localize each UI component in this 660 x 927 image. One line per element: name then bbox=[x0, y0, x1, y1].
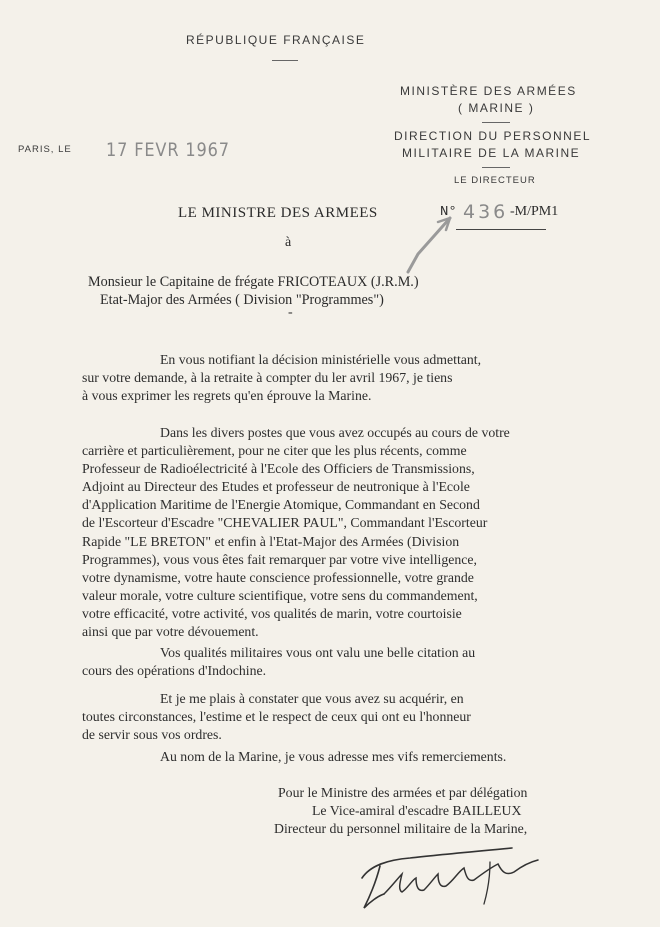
paragraph-line: ainsi que par votre dévouement. bbox=[82, 624, 259, 640]
paragraph-line: votre efficacité, votre activité, vos qualités de marin, votre courtoisie bbox=[82, 605, 462, 621]
reference-suffix: -M/PM1 bbox=[510, 204, 559, 219]
recipient-line2: Etat-Major des Armées ( Division "Programmes") bbox=[100, 292, 384, 308]
arrow-mark-icon bbox=[396, 214, 456, 276]
paragraph-career bbox=[82, 424, 658, 641]
closing-line1: Pour le Ministre des armées et par délégation bbox=[278, 785, 528, 800]
reference-prefix: N° bbox=[440, 204, 457, 220]
ministry-line1: MINISTÈRE DES ARMÉES bbox=[400, 84, 577, 98]
ministry-line2: ( MARINE ) bbox=[458, 101, 535, 115]
paragraph-line: Vos qualités militaires vous ont valu une belle citation au bbox=[160, 645, 476, 660]
paragraph-thanks bbox=[82, 748, 654, 766]
paragraph-line: Programmes), vous vous êtes fait remarquer par votre vive intelligence, bbox=[82, 551, 477, 567]
closing-line2: Le Vice-amiral d'escadre BAILLEUX bbox=[312, 803, 522, 818]
paragraph-citation bbox=[82, 644, 654, 680]
direction-line1: DIRECTION DU PERSONNEL bbox=[394, 129, 592, 143]
recipient-separator: - bbox=[288, 305, 293, 320]
sender-title: LE MINISTRE DES ARMEES bbox=[178, 205, 378, 221]
closing-line3: Directeur du personnel militaire de la Marine, bbox=[274, 821, 528, 836]
paragraph-line: votre dynamisme, votre haute conscience professionnelle, votre grande bbox=[82, 569, 474, 585]
signature-icon bbox=[340, 838, 550, 914]
paragraph-retirement-notice bbox=[82, 351, 654, 405]
reference-number: 436 bbox=[463, 201, 509, 223]
paragraph-line: Adjoint au Directeur des Etudes et professeur de neutronique à l'Ecole bbox=[82, 479, 470, 495]
paragraph-line: En vous notifiant la décision ministérielle vous admettant, bbox=[160, 352, 482, 367]
paragraph-line: Au nom de la Marine, je vous adresse mes vifs remerciements. bbox=[160, 749, 507, 764]
to-word: à bbox=[285, 235, 292, 250]
paragraph-line: Rapide "LE BRETON" et enfin à l'Etat-Major des Armées (Division bbox=[82, 533, 460, 549]
republic-heading: RÉPUBLIQUE FRANÇAISE bbox=[186, 33, 366, 47]
paragraph-line: Professeur de Radioélectricité à l'Ecole des Officiers de Transmissions, bbox=[82, 461, 475, 477]
le-directeur-label: LE DIRECTEUR bbox=[454, 175, 536, 186]
date-stamp: 17 FEVR 1967 bbox=[106, 139, 230, 161]
paragraph-line: toutes circonstances, l'estime et le respect de ceux qui ont eu l'honneur bbox=[82, 709, 471, 725]
place-label: PARIS, LE bbox=[18, 144, 72, 155]
ministry-divider bbox=[482, 122, 510, 123]
reference-underline bbox=[456, 229, 546, 230]
paragraph-line: carrière et particulièrement, pour ne citer que les plus récents, comme bbox=[82, 443, 467, 459]
header-divider bbox=[272, 60, 298, 61]
paragraph-line: cours des opérations d'Indochine. bbox=[82, 663, 267, 679]
paragraph-line: valeur morale, votre culture scientifique, votre sens du commandement, bbox=[82, 587, 478, 603]
recipient-line1: Monsieur le Capitaine de frégate FRICOTEAUX (J.R.M.) bbox=[88, 274, 419, 290]
direction-line2: MILITAIRE DE LA MARINE bbox=[402, 146, 581, 160]
paragraph-line: sur votre demande, à la retraite à compter du ler avril 1967, je tiens bbox=[82, 370, 453, 386]
paragraph-line: à vous exprimer les regrets qu'en éprouve la Marine. bbox=[82, 388, 372, 404]
paragraph-line: Et je me plais à constater que vous avez su acquérir, en bbox=[160, 691, 464, 706]
direction-divider bbox=[482, 167, 510, 168]
paragraph-line: de servir sous vos ordres. bbox=[82, 727, 222, 743]
paragraph-line: d'Application Maritime de l'Energie Atomique, Commandant en Second bbox=[82, 497, 480, 513]
paragraph-esteem bbox=[82, 690, 654, 744]
paragraph-line: Dans les divers postes que vous avez occupés au cours de votre bbox=[160, 425, 510, 440]
paragraph-line: de l'Escorteur d'Escadre "CHEVALIER PAUL", Commandant l'Escorteur bbox=[82, 515, 488, 531]
